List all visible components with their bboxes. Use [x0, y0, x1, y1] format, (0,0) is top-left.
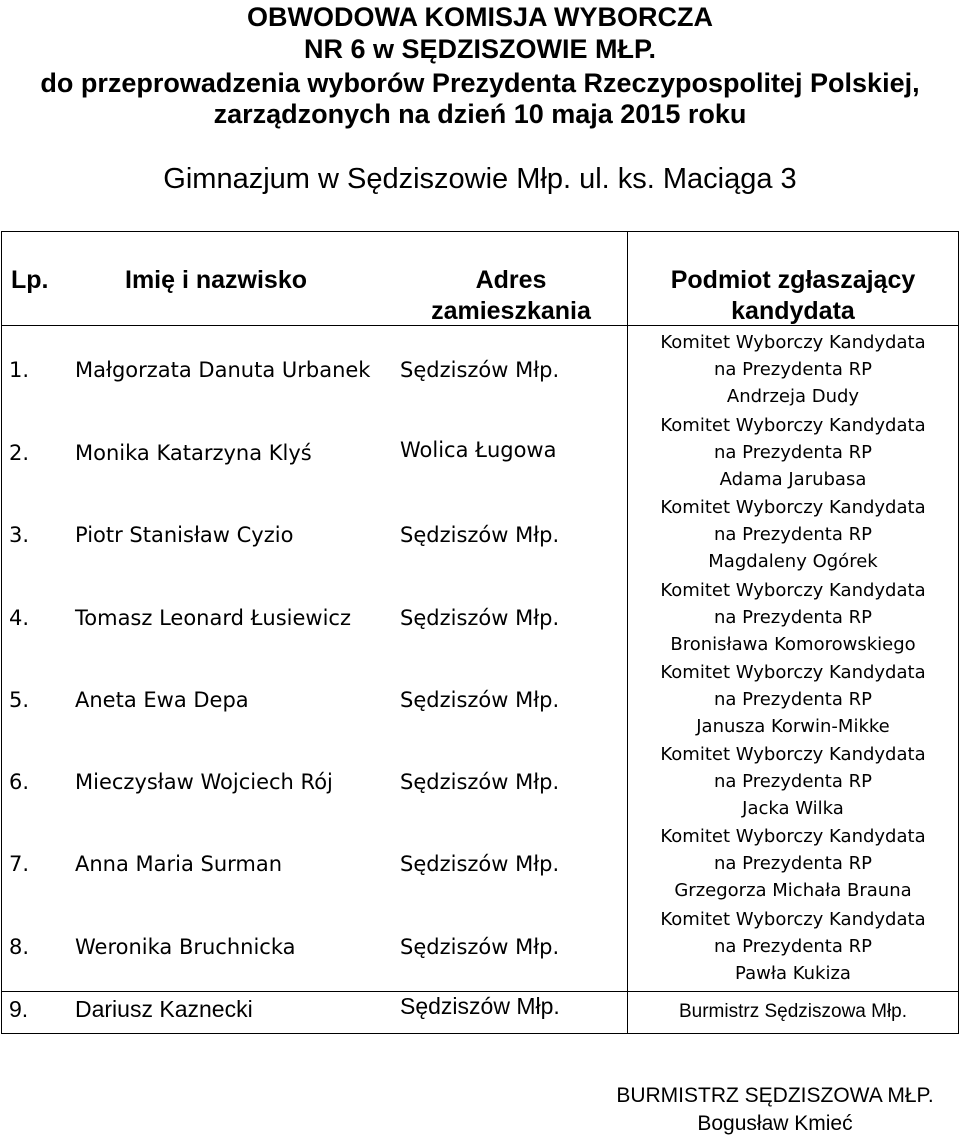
row-name: Anna Maria Surman — [75, 852, 283, 876]
row-lp: 6. — [9, 770, 30, 794]
row-address: Sędziszów Młp. — [400, 606, 560, 630]
row-address: Sędziszów Młp. — [400, 358, 560, 382]
row-address: Sędziszów Młp. — [400, 688, 560, 712]
row-lp: 4. — [9, 606, 30, 630]
row-submitter: Komitet Wyborczy Kandydata na Prezydenta RP Grzegorza Michała Brauna — [660, 826, 926, 901]
row-lp: 5. — [9, 688, 30, 712]
row-submitter: Komitet Wyborczy Kandydata na Prezydenta RP Adama Jarubasa — [660, 415, 926, 490]
column-header-submitter: Podmiot zgłaszający kandydata — [670, 266, 916, 325]
row-submitter: Komitet Wyborczy Kandydata na Prezydenta RP Bronisława Komorowskiego — [660, 580, 926, 655]
signature-title: BURMISTRZ SĘDZISZOWA MŁP. — [616, 1084, 934, 1107]
table-border-bottom — [1, 1033, 959, 1034]
row-name: Aneta Ewa Depa — [75, 688, 249, 712]
row-submitter: Komitet Wyborczy Kandydata na Prezydenta RP Jacka Wilka — [660, 744, 926, 819]
row-address: Sędziszów Młp. — [400, 935, 560, 959]
table-border-top — [1, 231, 959, 232]
row-address: Sędziszów Młp. — [400, 993, 560, 1019]
members-table — [1, 231, 959, 1034]
row-name: Monika Katarzyna Klyś — [75, 441, 312, 465]
row-lp: 3. — [9, 523, 30, 547]
row-address: Wolica Ługowa — [400, 438, 557, 462]
row-submitter: Komitet Wyborczy Kandydata na Prezydenta RP Janusza Korwin-Mikke — [660, 662, 926, 737]
election-date: zarządzonych na dzień 10 maja 2015 roku — [213, 99, 747, 129]
row-submitter: Komitet Wyborczy Kandydata na Prezydenta RP Pawła Kukiza — [660, 909, 926, 984]
commission-title: OBWODOWA KOMISJA WYBORCZA — [247, 2, 713, 32]
column-header-address: Adres zamieszkania — [431, 266, 591, 325]
row-lp: 2. — [9, 441, 30, 465]
signature-name: Bogusław Kmieć — [697, 1112, 853, 1135]
column-header-name: Imię i nazwisko — [125, 266, 308, 294]
row-name: Dariusz Kaznecki — [75, 996, 253, 1022]
row-submitter: Burmistrz Sędziszowa Młp. — [678, 1001, 908, 1022]
commission-number: NR 6 w SĘDZISZOWIE MŁP. — [303, 34, 657, 64]
last-row-separator — [1, 991, 959, 992]
row-address: Sędziszów Młp. — [400, 852, 560, 876]
row-address: Sędziszów Młp. — [400, 523, 560, 547]
column-header-lp: Lp. — [11, 266, 49, 294]
table-border-left — [1, 231, 2, 1034]
row-lp: 1. — [9, 358, 30, 382]
row-submitter: Komitet Wyborczy Kandydata na Prezydenta RP Andrzeja Dudy — [660, 332, 926, 407]
commission-address: Gimnazjum w Sędziszowie Młp. ul. ks. Maciąga 3 — [163, 163, 797, 195]
row-lp: 7. — [9, 852, 30, 876]
row-name: Piotr Stanisław Cyzio — [75, 523, 294, 547]
row-name: Mieczysław Wojciech Rój — [75, 770, 333, 794]
row-lp: 8. — [9, 935, 30, 959]
row-name: Małgorzata Danuta Urbanek — [75, 358, 371, 382]
row-address: Sędziszów Młp. — [400, 770, 560, 794]
election-purpose: do przeprowadzenia wyborów Prezydenta Rzeczypospolitej Polskiej, — [40, 68, 920, 98]
row-name: Tomasz Leonard Łusiewicz — [75, 606, 352, 630]
row-name: Weronika Bruchnicka — [75, 935, 296, 959]
row-submitter: Komitet Wyborczy Kandydata na Prezydenta RP Magdaleny Ogórek — [660, 497, 926, 572]
row-lp: 9. — [9, 996, 29, 1022]
